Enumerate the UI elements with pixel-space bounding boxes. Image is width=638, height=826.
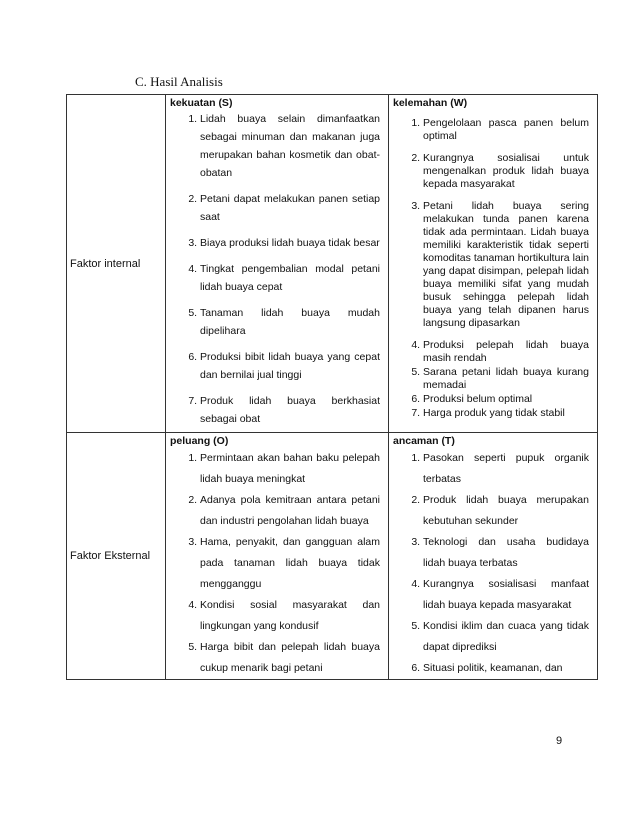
list-item: 5. Kondisi iklim dan cuaca yang tidak dapat diprediksi: [423, 616, 589, 658]
weaknesses-title: kelemahan (W): [393, 97, 468, 109]
threats-list: [389, 448, 597, 679]
weaknesses-cell: [389, 95, 598, 433]
threats-title: ancaman (T): [393, 435, 455, 447]
list-item: 6. Situasi politik, keamanan, dan: [423, 658, 589, 679]
list-item: 4. Tingkat pengembalian modal petani lidah buaya cepat: [200, 260, 380, 296]
external-row: [67, 433, 598, 680]
list-item: 1. Permintaan akan bahan baku pelepah lidah buaya meningkat: [200, 448, 380, 490]
opportunities-title: peluang (O): [170, 435, 229, 447]
swot-table: [66, 94, 598, 680]
section-heading: C. Hasil Analisis: [135, 74, 223, 89]
list-item: 3. Hama, penyakit, dan gangguan alam pada tanaman lidah buaya tidak mengganggu: [200, 532, 380, 595]
internal-factor-label: Faktor internal: [67, 95, 166, 433]
opportunities-list: [166, 448, 388, 679]
list-item: 6. Produksi belum optimal: [423, 393, 589, 406]
list-item: 3. Petani lidah buaya sering melakukan tunda panen karena tidak ada permintaan. Lidah buaya memiliki karakteristik tidak seperti komoditas tanaman hortikultura lain yang dapat disimpan, pelepah lidah buaya memiliki sifat yang mudah busuk sehingga pelepah lidah buaya yang telah dipanen harus langsung dipasarkan: [423, 200, 589, 330]
list-item: 3. Teknologi dan usaha budidaya lidah buaya terbatas: [423, 532, 589, 574]
strengths-title: kekuatan (S): [170, 97, 233, 109]
list-item: 5. Tanaman lidah buaya mudah dipelihara: [200, 304, 380, 340]
list-item: 6. Produksi bibit lidah buaya yang cepat dan bernilai jual tinggi: [200, 348, 380, 384]
list-item: 1. Pengelolaan pasca panen belum optimal: [423, 117, 589, 143]
list-item: 4. Kondisi sosial masyarakat dan lingkungan yang kondusif: [200, 595, 380, 637]
strengths-list: [166, 110, 388, 428]
list-item: 5. Sarana petani lidah buaya kurang memadai: [423, 366, 589, 392]
list-item: 2. Adanya pola kemitraan antara petani dan industri pengolahan lidah buaya: [200, 490, 380, 532]
list-item: 1. Pasokan seperti pupuk organik terbatas: [423, 448, 589, 490]
page-number: 9: [556, 735, 563, 747]
list-item: 1. Lidah buaya selain dimanfaatkan sebagai minuman dan makanan juga merupakan bahan kosmetik dan obat-obatan: [200, 110, 380, 182]
external-factor-label: Faktor Eksternal: [67, 433, 166, 680]
list-item: 3. Biaya produksi lidah buaya tidak besar: [200, 234, 380, 252]
strengths-cell: [166, 95, 389, 433]
list-item: 2. Petani dapat melakukan panen setiap saat: [200, 190, 380, 226]
threats-cell: [389, 433, 598, 680]
list-item: 7. Produk lidah buaya berkhasiat sebagai obat: [200, 392, 380, 428]
list-item: 4. Kurangnya sosialisasi manfaat lidah buaya kepada masyarakat: [423, 574, 589, 616]
opportunities-cell: [166, 433, 389, 680]
weaknesses-list: [389, 117, 597, 420]
list-item: 5. Harga bibit dan pelepah lidah buaya cukup menarik bagi petani: [200, 637, 380, 679]
list-item: 2. Kurangnya sosialisai untuk mengenalkan produk lidah buaya kepada masyarakat: [423, 152, 589, 191]
internal-row: [67, 95, 598, 433]
list-item: 2. Produk lidah buaya merupakan kebutuhan sekunder: [423, 490, 589, 532]
list-item: 4. Produksi pelepah lidah buaya masih rendah: [423, 339, 589, 365]
list-item: 7. Harga produk yang tidak stabil: [423, 407, 589, 420]
